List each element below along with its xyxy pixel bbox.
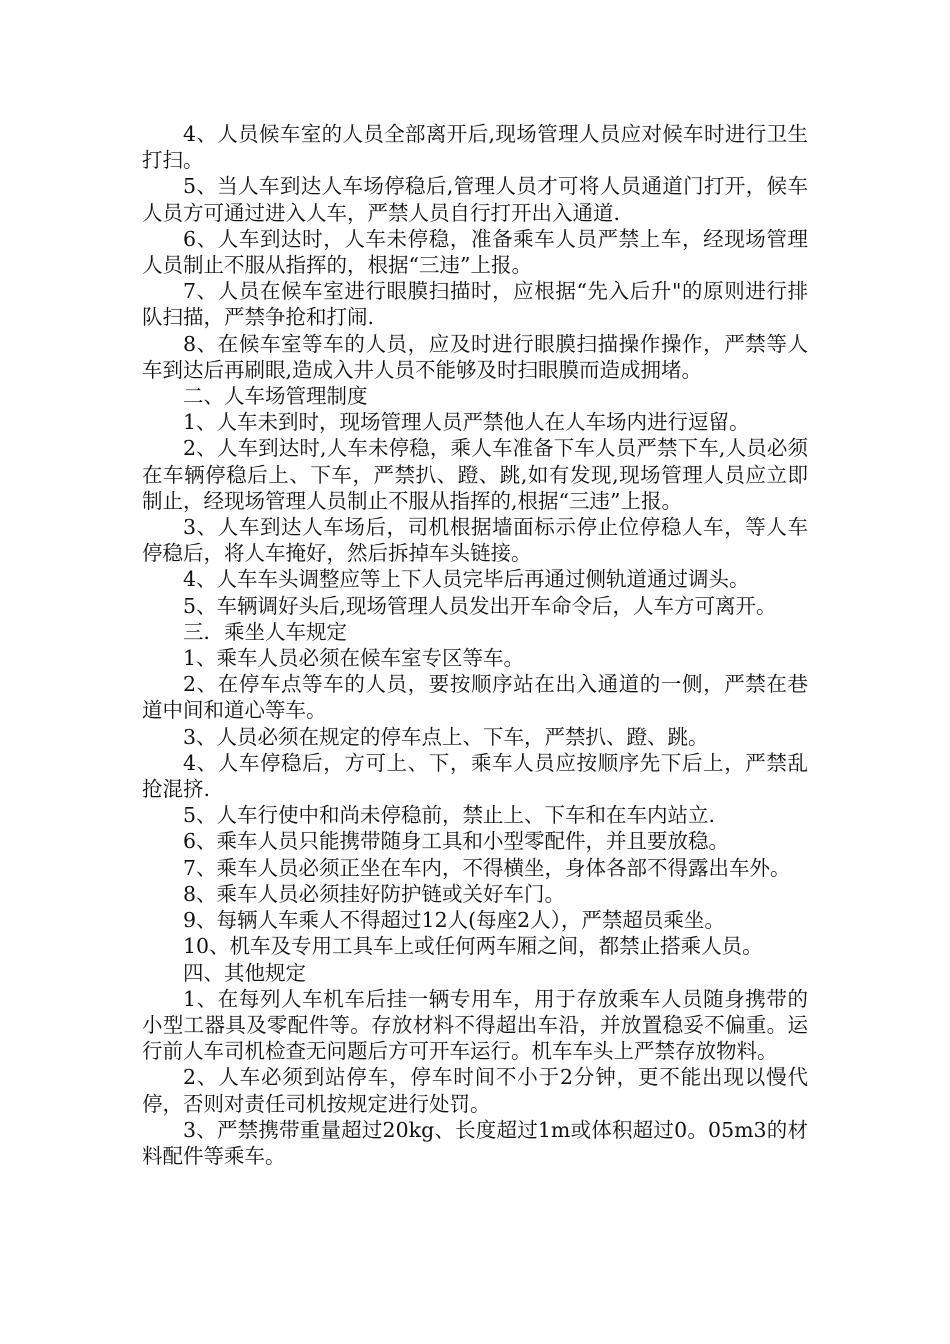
paragraph: 2、在停车点等车的人员，要按顺序站在出入通道的一侧，严禁在巷道中间和道心等车。 bbox=[142, 672, 808, 723]
paragraph: 2、人车到达时,人车未停稳，乘人车准备下车人员严禁下车,人员必须在车辆停稳后上、下车，严禁扒、蹬、跳,如有发现,现场管理人员应立即制止，经现场管理人员制止不服从指挥的,根据“三违”上报。 bbox=[142, 436, 808, 513]
section-heading: 三．乘坐人车规定 bbox=[183, 619, 347, 644]
paragraph: 6、人车到达时，人车未停稳，准备乘车人员严禁上车，经现场管理人员制止不服从指挥的，根据“三违”上报。 bbox=[142, 226, 808, 278]
paragraph: 3、严禁携带重量超过20kg、长度超过1m或体积超过0。05m3的材料配件等乘车。 bbox=[142, 1117, 808, 1168]
paragraph: 4、人车车头调整应等上下人员完毕后再通过侧轨道通过调头。 bbox=[183, 567, 750, 592]
paragraph: 8、在候车室等车的人员，应及时进行眼膜扫描操作操作，严禁等人车到达后再刷眼,造成入井人员不能够及时扫眼膜而造成拥堵。 bbox=[142, 331, 808, 382]
paragraph: 5、车辆调好头后,现场管理人员发出开车命令后，人车方可离开。 bbox=[183, 593, 777, 618]
paragraph: 2、人车必须到站停车，停车时间不小于2分钟，更不能出现以慢代停，否则对责任司机按规定进行处罚。 bbox=[142, 1065, 808, 1116]
paragraph: 5、人车行使中和尚未停稳前，禁止上、下车和在车内站立. bbox=[183, 803, 716, 828]
paragraph: 7、人员在候车室进行眼膜扫描时，应根据“先入后升"的原则进行排队扫描，严禁争抢和打闹. bbox=[142, 279, 808, 330]
paragraph: 1、在每列人车机车后挂一辆专用车，用于存放乘车人员随身携带的小型工器具及零配件等。存放材料不得超出车沿，并放置稳妥不偏重。运行前人车司机检查无问题后方可开车运行。机车车头上严禁存放物料。 bbox=[142, 986, 808, 1064]
paragraph: 1、人车未到时，现场管理人员严禁他人在人车场内进行逗留。 bbox=[183, 410, 750, 435]
paragraph: 10、机车及专用工具车上或任何两车厢之间，都禁止搭乘人员。 bbox=[183, 934, 763, 959]
paragraph: 6、乘车人员只能携带随身工具和小型零配件，并且要放稳。 bbox=[183, 829, 730, 854]
section-heading: 四、其他规定 bbox=[183, 960, 306, 985]
paragraph: 3、人车到达人车场后，司机根据墙面标示停止位停稳人车，等人车停稳后，将人车掩好，然后拆掉车头链接。 bbox=[142, 515, 808, 566]
paragraph: 4、人车停稳后，方可上、下，乘车人员应按顺序先下后上，严禁乱抢混挤. bbox=[142, 750, 808, 802]
paragraph: 7、乘车人员必须正坐在车内，不得横坐，身体各部不得露出车外。 bbox=[183, 855, 791, 880]
document-body bbox=[142, 121, 808, 1169]
paragraph: 5、当人车到达人车场停稳后,管理人员才可将人员通道门打开，候车人员方可通过进入人车，严禁人员自行打开出入通道. bbox=[142, 174, 808, 225]
paragraph: 8、乘车人员必须挂好防护链或关好车门。 bbox=[183, 881, 566, 906]
paragraph: 9、每辆人车乘人不得超过12人(每座2人），严禁超员乘坐。 bbox=[183, 908, 725, 933]
paragraph: 3、人员必须在规定的停车点上、下车，严禁扒、蹬、跳。 bbox=[183, 724, 709, 749]
paragraph: 4、人员候车室的人员全部离开后,现场管理人员应对候车时进行卫生打扫。 bbox=[142, 122, 808, 173]
paragraph: 1、乘车人员必须在候车室专区等车。 bbox=[183, 646, 525, 671]
section-heading: 二、人车场管理制度 bbox=[183, 384, 368, 409]
